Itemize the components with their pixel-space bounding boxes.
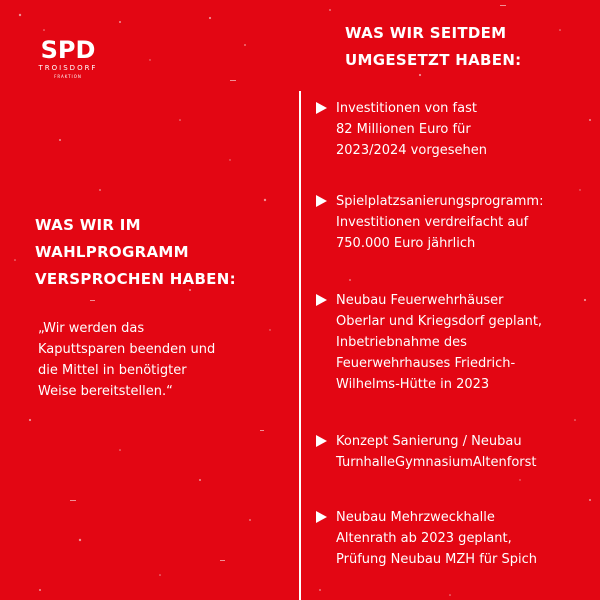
arrow-right-icon bbox=[316, 195, 327, 207]
item-line: Investitionen von fast bbox=[336, 101, 477, 116]
item-line: TurnhalleGymnasiumAltenforst bbox=[336, 455, 537, 470]
arrow-right-icon bbox=[316, 102, 327, 114]
item-line: Oberlar und Kriegsdorf geplant, bbox=[336, 314, 543, 329]
item-line: Wilhelms-Hütte in 2023 bbox=[336, 377, 490, 392]
item-line: Konzept Sanierung / Neubau bbox=[336, 434, 522, 449]
quote-line: Weise bereitstellen.“ bbox=[38, 384, 173, 399]
vertical-divider bbox=[299, 91, 301, 600]
logo-sub: TROISDORF bbox=[38, 64, 98, 72]
quote-line: „Wir werden das bbox=[38, 321, 145, 336]
item-line: 750.000 Euro jährlich bbox=[336, 236, 476, 251]
logo-sub2: FRAKTION bbox=[54, 74, 82, 79]
item-line: Prüfung Neubau MZH für Spich bbox=[336, 552, 538, 567]
item-line: Neubau Feuerwehrhäuser bbox=[336, 293, 504, 308]
item-line: 2023/2024 vorgesehen bbox=[336, 143, 487, 158]
item-line: Investitionen verdreifacht auf bbox=[336, 215, 529, 230]
logo-main: SPD bbox=[40, 36, 96, 64]
item-line: 82 Millionen Euro für bbox=[336, 122, 471, 137]
right-heading-line: UMGESETZT HABEN: bbox=[345, 51, 522, 69]
item-line: Feuerwehrhauses Friedrich- bbox=[336, 356, 516, 371]
left-heading-line: VERSPROCHEN HABEN: bbox=[35, 270, 236, 288]
arrow-right-icon bbox=[316, 511, 327, 523]
left-heading-line: WAHLPROGRAMM bbox=[35, 243, 189, 261]
right-heading bbox=[345, 20, 595, 74]
left-heading bbox=[35, 212, 275, 293]
quote-line: Kaputtsparen beenden und bbox=[38, 342, 216, 357]
item-line: Inbetriebnahme des bbox=[336, 335, 467, 350]
left-heading-line: WAS WIR IM bbox=[35, 216, 141, 234]
arrow-right-icon bbox=[316, 435, 327, 447]
spd-logo bbox=[28, 38, 108, 79]
right-heading-line: WAS WIR SEITDEM bbox=[345, 24, 507, 42]
program-quote bbox=[38, 318, 288, 402]
item-line: Neubau Mehrzweckhalle bbox=[336, 510, 495, 525]
quote-line: die Mittel in benötigter bbox=[38, 363, 187, 378]
item-line: Altenrath ab 2023 geplant, bbox=[336, 531, 512, 546]
item-line: Spielplatzsanierungsprogramm: bbox=[336, 194, 544, 209]
arrow-right-icon bbox=[316, 294, 327, 306]
